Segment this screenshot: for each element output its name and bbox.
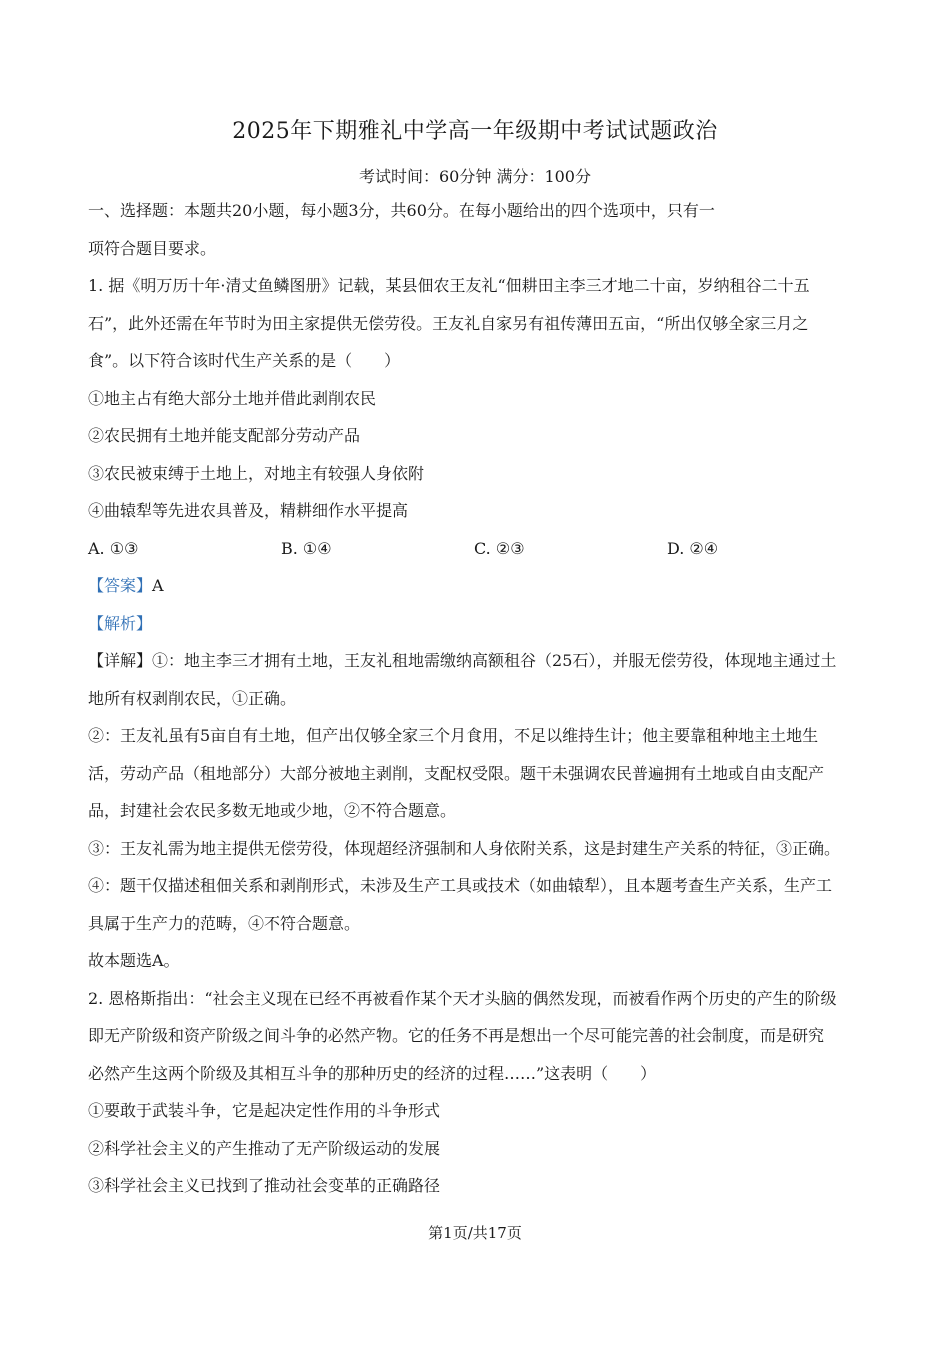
q1-detail-line: 活，劳动产品（租地部分）大部分被地主剥削，支配权受限。题干未强调农民普遍拥有土地或自由支配产: [88, 763, 825, 783]
q2-item: ③科学社会主义已找到了推动社会变革的正确路径: [88, 1176, 441, 1195]
analysis-tag: 【解析】: [88, 613, 153, 633]
q2-stem-line: 即无产阶级和资产阶级之间斗争的必然产物。它的任务不再是想出一个尽可能完善的社会制度，而是研究: [88, 1026, 825, 1045]
q1-option-a: A. ①③: [88, 538, 139, 558]
q1-stem-line: 1. 据《明万历十年·清丈鱼鳞图册》记载，某县佃农王友礼“佃耕田主李三才地二十亩，岁纳租谷二十五: [88, 276, 810, 295]
question-1: [88, 267, 862, 980]
q1-stem-line: 食”。以下符合该时代生产关系的是（ ）: [88, 351, 401, 370]
q1-item: ④曲辕犁等先进农具普及，精耕细作水平提高: [88, 501, 409, 520]
section-heading-line-2: 项符合题目要求。: [88, 238, 217, 258]
q1-detail-line: 品，封建社会农民多数无地或少地，②不符合题意。: [88, 801, 457, 820]
q1-conclusion: 故本题选A。: [88, 951, 180, 970]
q2-item: ①要敢于武装斗争，它是起决定性作用的斗争形式: [88, 1101, 441, 1120]
q1-option-b: B. ①④: [281, 538, 332, 558]
page-number: 第1页/共17页: [428, 1224, 522, 1242]
q1-detail-line: ③：王友礼需为地主提供无偿劳役，体现超经济强制和人身依附关系，这是封建生产关系的特征，③正确。: [88, 838, 841, 858]
q1-detail-line: 具属于生产力的范畴，④不符合题意。: [88, 913, 361, 933]
q1-item: ①地主占有绝大部分土地并借此剥削农民: [88, 388, 377, 408]
q1-item: ③农民被束缚于土地上，对地主有较强人身依附: [88, 463, 425, 483]
q1-analysis: [88, 605, 862, 643]
q1-answer: [88, 567, 862, 605]
answer-value: A: [152, 576, 164, 595]
q1-item: ②农民拥有土地并能支配部分劳动产品: [88, 426, 361, 445]
q1-detail-line: 地所有权剥削农民，①正确。: [88, 688, 297, 708]
detail-tag: 【详解】: [88, 651, 153, 670]
q2-stem-line: 必然产生这两个阶级及其相互斗争的那种历史的经济的过程……”这表明（ ）: [88, 1063, 657, 1083]
q1-detail-line: [88, 642, 862, 680]
q1-option-c: C. ②③: [474, 538, 525, 558]
q1-detail-line: ②：王友礼虽有5亩自有土地，但产出仅够全家三个月食用，不足以维持生计；他主要靠租种地主土地生: [88, 726, 819, 745]
exam-info: 考试时间：60分钟 满分：100分: [359, 167, 591, 186]
q2-item: ②科学社会主义的产生推动了无产阶级运动的发展: [88, 1138, 441, 1158]
section-heading-line-1: 一、选择题：本题共20小题，每小题3分，共60分。在每小题给出的四个选项中，只有一: [88, 201, 715, 220]
answer-tag: 【答案】: [88, 576, 153, 595]
q2-stem-line: 2. 恩格斯指出：“社会主义现在已经不再被看作某个天才头脑的偶然发现，而被看作两个历史的产生的阶级: [88, 988, 837, 1008]
q1-stem-line: 石”，此外还需在年节时为田主家提供无偿劳役。王友礼自家另有祖传薄田五亩，“所出仅够全家三月之: [88, 313, 809, 333]
detail-text: ①：地主李三才拥有土地，王友礼租地需缴纳高额租谷（25石），并服无偿劳役，体现地主通过土: [152, 651, 837, 670]
question-2: [88, 980, 862, 1205]
q1-option-d: D. ②④: [667, 538, 719, 558]
page-title: 2025年下期雅礼中学高一年级期中考试试题政治: [232, 119, 718, 144]
q1-options: [88, 530, 862, 568]
q1-detail-line: ④：题干仅描述租佃关系和剥削形式，未涉及生产工具或技术（如曲辕犁），且本题考查生产关系，生产工: [88, 876, 833, 895]
